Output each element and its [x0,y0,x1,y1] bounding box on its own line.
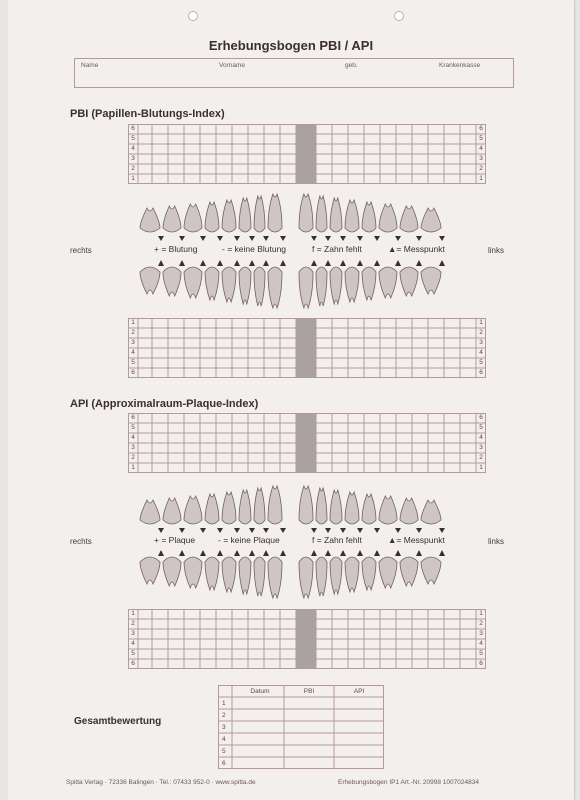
grid-row-number: 2 [479,454,483,461]
grid-row-number: 2 [131,454,135,461]
vorname-label: Vorname [219,62,246,69]
api-lower-grid[interactable] [128,609,486,669]
footer-article-number: Erhebungsbogen IP1 Art.-Nr. 20998 1007024834 [338,779,479,786]
summary-row-number: 2 [222,712,226,719]
grid-row-number: 5 [479,650,483,657]
grid-row-number: 2 [131,165,135,172]
pbi-legend-minus: - = keine Blutung [222,244,287,254]
api-upper-teeth-diagram [128,478,486,536]
footer-publisher: Spitta Verlag · 72336 Balingen · Tel.: 07433 952-0 · www.spitta.de [66,779,256,786]
summary-row-number: 4 [222,736,226,743]
grid-row-number: 2 [479,620,483,627]
form-title: Erhebungsbogen PBI / API [208,38,374,53]
grid-row-number: 6 [131,660,135,667]
pbi-legend-point: ▲= Messpunkt [388,244,445,254]
summary-row-number: 6 [222,760,226,767]
geb-label: geb. [345,62,358,69]
grid-row-number: 4 [479,640,483,647]
grid-row-number: 5 [479,424,483,431]
grid-row-number: 4 [131,349,135,356]
grid-row-number: 1 [479,175,483,182]
summary-table-lines [218,685,384,769]
pbi-legend-missing: f = Zahn fehlt [312,244,362,254]
pbi-lower-grid[interactable] [128,318,486,378]
grid-row-number: 6 [479,414,483,421]
teeth-drawing [128,546,486,604]
grid-row-number: 6 [131,414,135,421]
grid-row-number: 5 [131,424,135,431]
teeth-drawing [128,186,486,244]
pbi-legend-plus: + = Blutung [154,244,198,254]
grid-row-number: 1 [131,319,135,326]
grid-row-number: 1 [479,610,483,617]
api-links-label: links [488,537,505,546]
summary-header-datum: Datum [250,688,270,695]
summary-header-pbi: PBI [303,688,315,695]
grid-row-number: 6 [479,125,483,132]
form-sheet [8,0,574,800]
pbi-lower-teeth-diagram [128,256,486,314]
grid-row-number: 5 [479,135,483,142]
grid-row-number: 4 [131,145,135,152]
grid-row-number: 1 [131,464,135,471]
summary-table[interactable] [218,685,384,769]
grid-row-number: 5 [131,135,135,142]
grid-row-number: 3 [131,155,135,162]
grid-row-number: 1 [479,319,483,326]
grid-row-number: 5 [131,650,135,657]
grid-lines [128,413,486,473]
grid-row-number: 1 [131,175,135,182]
api-legend-point: ▲= Messpunkt [388,535,445,545]
grid-row-number: 3 [131,339,135,346]
grid-row-number: 2 [131,329,135,336]
grid-row-number: 5 [131,359,135,366]
grid-row-number: 6 [479,660,483,667]
teeth-drawing [128,478,486,536]
pbi-section-title: PBI (Papillen-Blutungs-Index) [70,108,225,120]
krankenkasse-label: Krankenkasse [439,62,481,69]
grid-lines [128,124,486,184]
summary-row-number: 3 [222,724,226,731]
grid-row-number: 2 [479,329,483,336]
grid-row-number: 4 [479,434,483,441]
grid-row-number: 4 [479,145,483,152]
grid-lines [128,609,486,669]
grid-row-number: 3 [479,630,483,637]
gesamtbewertung-label: Gesamtbewertung [74,716,162,727]
api-legend-minus: - = keine Plaque [218,535,280,545]
pbi-rechts-label: rechts [70,246,92,255]
grid-row-number: 3 [479,155,483,162]
api-rechts-label: rechts [70,537,92,546]
punch-hole-left [188,11,198,21]
grid-lines [128,318,486,378]
grid-row-number: 3 [131,444,135,451]
api-upper-grid[interactable] [128,413,486,473]
grid-row-number: 3 [479,444,483,451]
api-lower-teeth-diagram [128,546,486,604]
api-section-title: API (Approximalraum-Plaque-Index) [70,398,259,410]
grid-row-number: 5 [479,359,483,366]
grid-row-number: 4 [479,349,483,356]
pbi-links-label: links [488,246,505,255]
summary-row-number: 1 [222,700,226,707]
grid-row-number: 2 [479,165,483,172]
grid-row-number: 1 [131,610,135,617]
grid-row-number: 3 [131,630,135,637]
summary-header-api: API [353,688,365,695]
grid-row-number: 4 [131,640,135,647]
api-legend-missing: f = Zahn fehlt [312,535,362,545]
grid-row-number: 3 [479,339,483,346]
grid-row-number: 2 [131,620,135,627]
grid-row-number: 1 [479,464,483,471]
grid-row-number: 6 [479,369,483,376]
grid-row-number: 6 [131,369,135,376]
grid-row-number: 6 [131,125,135,132]
grid-row-number: 4 [131,434,135,441]
patient-info-box[interactable] [74,58,514,88]
api-legend-plus: + = Plaque [154,535,196,545]
name-label: Name [81,62,99,69]
pbi-upper-grid[interactable] [128,124,486,184]
teeth-drawing [128,256,486,314]
punch-hole-right [394,11,404,21]
summary-row-number: 5 [222,748,226,755]
pbi-upper-teeth-diagram [128,186,486,244]
